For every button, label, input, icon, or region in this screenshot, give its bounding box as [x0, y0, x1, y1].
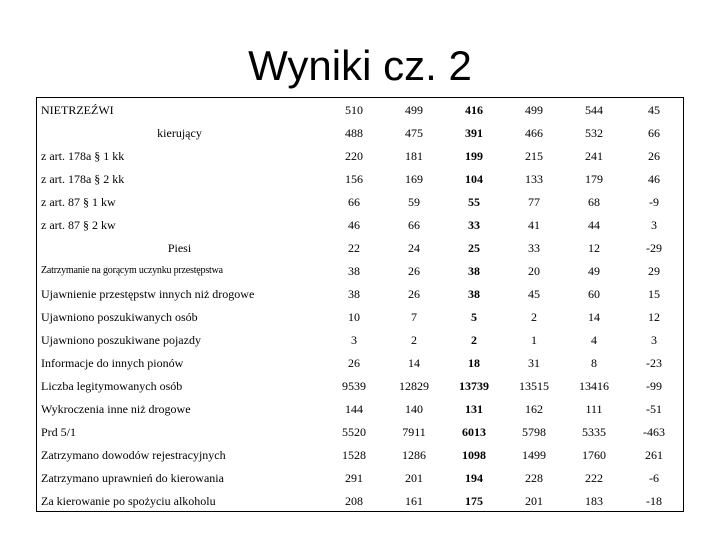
value-cell-col-5: 544: [585, 102, 603, 117]
value-cell-col-3: 25: [468, 240, 480, 255]
row-label: Prd 5/1: [41, 424, 77, 439]
value-cell-col-3: 13739: [459, 378, 489, 393]
value-cell-col-2: 7911: [402, 424, 426, 439]
value-cell-col-6: 261: [645, 447, 663, 462]
value-cell-col-4: 13515: [519, 378, 549, 393]
results-table: [36, 97, 684, 512]
results-table-body: [37, 98, 684, 512]
value-cell-col-4: 20: [528, 263, 540, 278]
value-cell-col-5: 222: [585, 470, 603, 485]
value-cell-col-4: 45: [528, 286, 540, 301]
value-cell-col-3: 1098: [462, 447, 486, 462]
value-cell-col-4: 133: [525, 171, 543, 186]
value-cell-col-4: 2: [531, 309, 537, 324]
value-cell-col-2: 14: [408, 355, 420, 370]
value-cell-col-4: 228: [525, 470, 543, 485]
value-cell-col-5: 68: [588, 194, 600, 209]
value-cell-col-2: 2: [411, 332, 417, 347]
row-label: Ujawniono poszukiwanych osób: [41, 309, 198, 324]
value-cell-col-3: 175: [465, 493, 483, 508]
row-label: Piesi: [167, 240, 192, 255]
value-cell-col-5: 111: [585, 401, 603, 416]
row-label: z art. 87 § 2 kw: [41, 217, 116, 232]
value-cell-col-3: 38: [468, 286, 480, 301]
row-label: Informacje do innych pionów: [41, 355, 184, 370]
row-label: Wykroczenia inne niż drogowe: [41, 401, 191, 416]
value-cell-col-5: 183: [585, 493, 603, 508]
value-cell-col-6: 26: [648, 148, 660, 163]
table-row: [37, 305, 684, 328]
value-cell-col-4: 5798: [522, 424, 546, 439]
table-row: [37, 282, 684, 305]
value-cell-col-5: 1760: [582, 447, 606, 462]
value-cell-col-1: 144: [345, 401, 363, 416]
row-label: Zatrzymano dowodów rejestracyjnych: [41, 447, 226, 462]
value-cell-col-4: 499: [525, 102, 543, 117]
value-cell-col-4: 162: [525, 401, 543, 416]
value-cell-col-2: 169: [405, 171, 423, 186]
value-cell-col-3: 6013: [462, 424, 486, 439]
value-cell-col-3: 416: [465, 102, 483, 117]
value-cell-col-6: 12: [648, 309, 660, 324]
value-cell-col-6: -99: [646, 378, 662, 393]
table-row: [37, 420, 684, 443]
value-cell-col-6: 15: [648, 286, 660, 301]
value-cell-col-5: 44: [588, 217, 600, 232]
row-label: NIETRZEŹWI: [41, 102, 114, 117]
value-cell-col-2: 26: [408, 286, 420, 301]
value-cell-col-2: 59: [408, 194, 420, 209]
value-cell-col-1: 5520: [342, 424, 366, 439]
value-cell-col-6: 3: [651, 217, 657, 232]
row-label: z art. 178a § 2 kk: [41, 171, 125, 186]
value-cell-col-3: 104: [465, 171, 483, 186]
value-cell-col-1: 156: [345, 171, 363, 186]
value-cell-col-5: 8: [591, 355, 597, 370]
value-cell-col-6: -463: [643, 424, 665, 439]
value-cell-col-6: -23: [646, 355, 662, 370]
value-cell-col-6: 29: [648, 263, 660, 278]
value-cell-col-2: 140: [405, 401, 423, 416]
value-cell-col-1: 208: [345, 493, 363, 508]
value-cell-col-1: 10: [348, 309, 360, 324]
value-cell-col-1: 3: [351, 332, 357, 347]
value-cell-col-1: 26: [348, 355, 360, 370]
value-cell-col-2: 475: [405, 125, 423, 140]
row-label: z art. 178a § 1 kk: [41, 148, 125, 163]
value-cell-col-4: 31: [528, 355, 540, 370]
value-cell-col-5: 241: [585, 148, 603, 163]
value-cell-col-3: 391: [465, 125, 483, 140]
value-cell-col-3: 194: [465, 470, 483, 485]
table-row: [37, 144, 684, 167]
value-cell-col-1: 1528: [342, 447, 366, 462]
value-cell-col-1: 220: [345, 148, 363, 163]
value-cell-col-3: 199: [465, 148, 483, 163]
table-row: [37, 259, 684, 282]
value-cell-col-1: 38: [348, 286, 360, 301]
value-cell-col-1: 291: [345, 470, 363, 485]
value-cell-col-6: -29: [646, 240, 662, 255]
table-row: [37, 489, 684, 512]
row-label: Za kierowanie po spożyciu alkoholu: [41, 493, 216, 508]
value-cell-col-4: 466: [525, 125, 543, 140]
table-row: [37, 190, 684, 213]
row-label: Liczba legitymowanych osób: [41, 378, 183, 393]
value-cell-col-1: 22: [348, 240, 360, 255]
table-row: [37, 466, 684, 489]
table-row: [37, 443, 684, 466]
slide-title: Wyniki cz. 2: [248, 42, 472, 89]
value-cell-col-4: 41: [528, 217, 540, 232]
value-cell-col-5: 179: [585, 171, 603, 186]
table-row: [37, 167, 684, 190]
table-row: [37, 213, 684, 236]
value-cell-col-3: 55: [468, 194, 480, 209]
value-cell-col-4: 77: [528, 194, 540, 209]
row-label: Zatrzymanie na gorącym uczynku przestępstwa: [41, 264, 223, 276]
value-cell-col-4: 201: [525, 493, 543, 508]
value-cell-col-2: 161: [405, 493, 423, 508]
value-cell-col-6: 3: [651, 332, 657, 347]
row-label: Ujawnienie przestępstw innych niż drogowe: [41, 286, 255, 301]
value-cell-col-3: 131: [465, 401, 483, 416]
row-label: z art. 87 § 1 kw: [41, 194, 116, 209]
value-cell-col-6: -6: [649, 470, 659, 485]
value-cell-col-6: -9: [649, 194, 659, 209]
value-cell-col-5: 532: [585, 125, 603, 140]
value-cell-col-2: 26: [408, 263, 420, 278]
value-cell-col-2: 24: [408, 240, 420, 255]
value-cell-col-3: 5: [471, 309, 477, 324]
table-row: [37, 236, 684, 259]
value-cell-col-1: 46: [348, 217, 360, 232]
value-cell-col-4: 1499: [522, 447, 546, 462]
value-cell-col-3: 18: [468, 355, 480, 370]
value-cell-col-6: 45: [648, 102, 660, 117]
value-cell-col-2: 181: [405, 148, 423, 163]
table-row: [37, 328, 684, 351]
value-cell-col-2: 66: [408, 217, 420, 232]
table-row: [37, 351, 684, 374]
value-cell-col-3: 33: [468, 217, 480, 232]
value-cell-col-2: 201: [405, 470, 423, 485]
table-row: [37, 121, 684, 144]
value-cell-col-5: 4: [591, 332, 597, 347]
value-cell-col-5: 14: [588, 309, 600, 324]
value-cell-col-1: 9539: [342, 378, 366, 393]
table-row: [37, 374, 684, 397]
row-label: Zatrzymano uprawnień do kierowania: [41, 470, 224, 485]
value-cell-col-2: 1286: [402, 447, 426, 462]
value-cell-col-1: 38: [348, 263, 360, 278]
value-cell-col-2: 499: [405, 102, 423, 117]
value-cell-col-5: 49: [588, 263, 600, 278]
value-cell-col-5: 60: [588, 286, 600, 301]
table-row: [37, 98, 684, 121]
value-cell-col-6: -51: [646, 401, 662, 416]
value-cell-col-1: 66: [348, 194, 360, 209]
value-cell-col-3: 2: [471, 332, 477, 347]
value-cell-col-5: 12: [588, 240, 600, 255]
value-cell-col-1: 510: [345, 102, 363, 117]
value-cell-col-5: 13416: [579, 378, 609, 393]
value-cell-col-4: 33: [528, 240, 540, 255]
value-cell-col-4: 1: [531, 332, 537, 347]
value-cell-col-6: 46: [648, 171, 660, 186]
row-label: Ujawniono poszukiwane pojazdy: [41, 332, 201, 347]
value-cell-col-6: -18: [646, 493, 662, 508]
value-cell-col-1: 488: [345, 125, 363, 140]
value-cell-col-5: 5335: [582, 424, 606, 439]
value-cell-col-2: 7: [411, 309, 417, 324]
table-row: [37, 397, 684, 420]
value-cell-col-3: 38: [468, 263, 480, 278]
row-label: kierujący: [157, 125, 202, 140]
value-cell-col-2: 12829: [399, 378, 429, 393]
value-cell-col-4: 215: [525, 148, 543, 163]
value-cell-col-6: 66: [648, 125, 660, 140]
